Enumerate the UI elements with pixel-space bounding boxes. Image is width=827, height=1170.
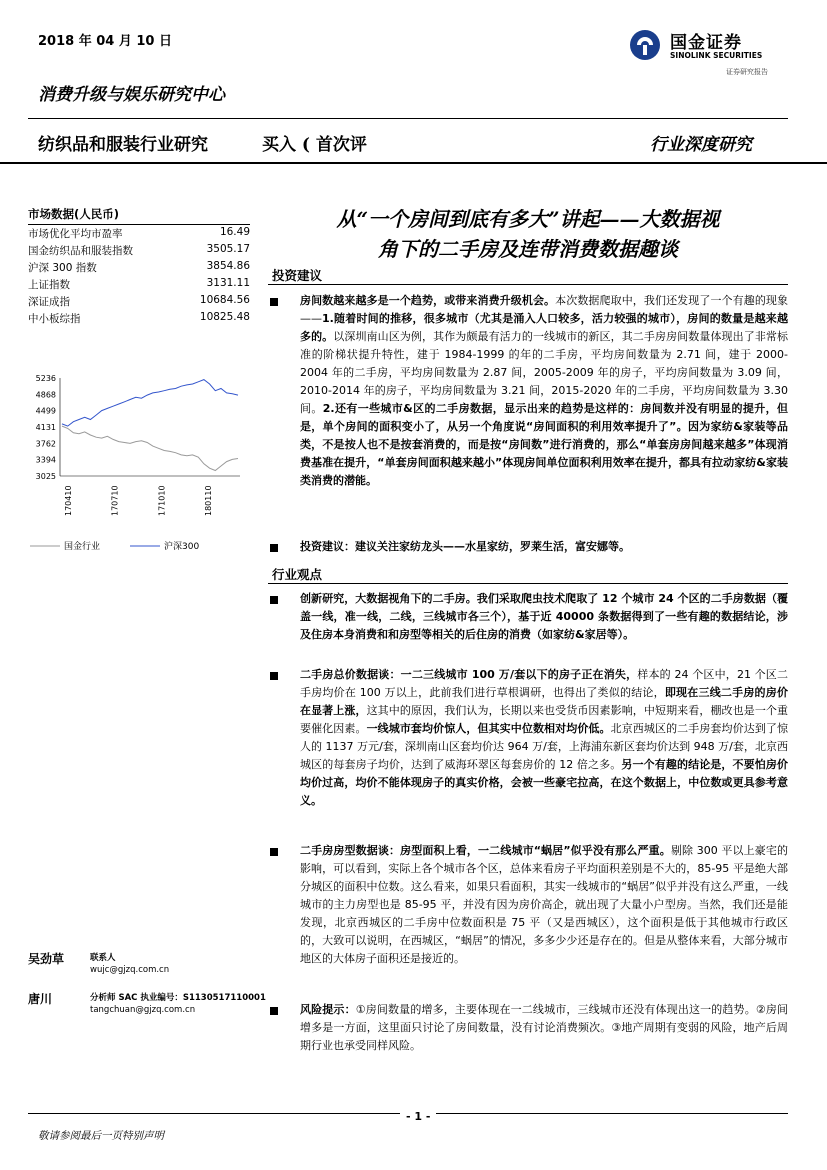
section-view-title: 行业观点	[272, 567, 323, 582]
market-row: 深证成指 10684.56	[28, 294, 250, 308]
paragraph-run: 剔除 300 平以上豪宅的影响，可以看到，实际上各个城市各个区，总体来看房子平均面积差别是不大的，85-95 平是绝大部分城区的面积中位数。这么看来，如果只看面积，其实一线城市的“蜗居”似乎并没有这么严重，一线城市的主力房型也是 85-95 平，并没有因为房价高企，就出现了大量小户型房。当然，我们还是能发现，北京西城区的二手房中位数面积是 75 平（又是西城区），这个面积是低于其他城市行政区的，大致可以说明，在西城区，“蜗居”的情况，多多少少还是存在的。但是从整体来看，大部分城市地区的大体房子面积还是接近的。	[300, 844, 788, 965]
section-divider	[268, 583, 788, 584]
disclaimer: 敬请参阅最后一页特别声明	[38, 1130, 164, 1142]
market-row: 国金纺织品和服装指数 3505.17	[28, 243, 250, 257]
chart-series-line	[62, 426, 238, 470]
section-divider	[268, 284, 788, 285]
report-title-line2: 角下的二手房及连带消费数据趣谈	[378, 237, 678, 261]
logo-name: 国金证券	[670, 33, 742, 53]
chart-y-tick-label: 5236	[35, 374, 56, 383]
analyst-name: 吴劲草	[28, 952, 65, 966]
analyst-contact: 联系人 wujc@gjzq.com.cn	[90, 953, 170, 975]
logo-english-name: SINOLINK SECURITIES	[670, 51, 763, 60]
market-row: 沪深 300 指数 3854.86	[28, 260, 250, 274]
paragraph-run: 房间数越来越多是一个趋势，或带来消费升级机会。	[300, 294, 556, 307]
paragraph-run: 以深圳南山区为例，其作为颇最有活力的一线城市的新区，其二手房房间数量体现出了非常标准的阶梯状提升特性，建于 1984-1999 的年的二手房，平均房间数量为 2.71 间，建于 2000-2004 年的二手房，平均房间数量为 2.87 间，2005-2009 年的房子，平均房间数量为 3.09 间，2010-2014 年的房子，平均房间数量为 3.21 间，2015-2020 年的二手房，平均房间数量为 3.30 间。	[300, 330, 788, 415]
paragraph-run: 一线城市套均价惊人，但其实中位数相对均价低。	[366, 722, 611, 735]
risk-paragraph	[300, 1001, 788, 1055]
view-paragraph-2	[300, 666, 788, 810]
paragraph-run: 2.还有一些城市&区的二手房数据，显示出来的趋势是这样的：房间数并没有明显的提升，但是，单个房间的面积变小了，从另一个角度说“房间面积的利用效率提升了”。因为家纺&家装等品类，不是按人也不是按套消费的，而是按“房间数”进行消费的，那么“单套房房间越来越多”体现消费基准在提升，“单套房间面积越来越小”体现房间单位面积利用效率在提升，都具有拉动家纺&家装类消费的潜能。	[300, 402, 788, 487]
rating: 买入 ( 首次评	[262, 135, 367, 155]
page-number: - 1 -	[400, 1110, 436, 1123]
bullet-icon	[270, 544, 278, 552]
paragraph-run: 二手房房型数据谈：房型面积上看，一二线城市“蜗居”似乎没有那么严重。	[300, 844, 671, 857]
index-line-chart	[20, 370, 255, 570]
chart-x-tick-label: 170710	[110, 485, 120, 516]
paragraph-run: 北京西城区的二手房套均价达到了惊人的 1137 万元/套，深圳南山区套均价达 964 万/套，上海浦东新区套均价达到 948 万/套，北京西城区的每套房子均价，达到了威海环翠区每套房价的 12 倍之多。	[300, 722, 789, 771]
market-row: 中小板综指 10825.48	[28, 311, 250, 325]
chart-x-tick-label: 180110	[204, 485, 213, 516]
report-title-line1: 从“一个房间到底有多大”讲起——大数据视	[336, 207, 720, 231]
report-date: 2018 年 04 月 10 日	[38, 34, 172, 49]
view-paragraph-1	[300, 590, 788, 644]
market-row: 上证指数 3131.11	[28, 277, 250, 291]
invest-paragraph-2	[300, 538, 788, 556]
paragraph-run: 风险提示：	[300, 1003, 356, 1016]
chart-y-tick-label: 3025	[35, 472, 56, 481]
analyst-contact: 分析师 SAC 执业编号：S1130517110001 tangchuan@gjzq.com.cn	[90, 993, 266, 1015]
analyst-name: 唐川	[28, 992, 53, 1006]
header-thick-divider	[0, 162, 827, 164]
research-center: 消费升级与娱乐研究中心	[38, 85, 225, 105]
report-title	[268, 204, 788, 264]
paragraph-run: 创新研究，大数据视角下的二手房。我们采取爬虫技术爬取了 12 个城市 24 个区的二手房数据（覆盖一线，准一线，二线，三线城市各三个），基于近 40000 条数据得到了一些有趣的数据结论，涉及住房本身消费和和房型等相关的后住房的消费（如家纺&家居等）。	[300, 592, 788, 641]
paragraph-run: 样本的 24 个区中，21 个区二手房均价在 100 万以上，此前我们进行草根调研，也得出了类似的结论，	[300, 668, 788, 699]
analyst-email[interactable]: wujc@gjzq.com.cn	[90, 965, 170, 975]
bullet-icon	[270, 848, 278, 856]
chart-y-tick-label: 4131	[35, 422, 56, 432]
chart-y-tick-label: 4499	[35, 406, 56, 416]
chart-x-tick-label: 170410	[64, 485, 73, 516]
chart-y-tick-label: 4868	[35, 390, 56, 400]
chart-x-tick-label: 171010	[157, 485, 167, 516]
industry-name: 纺织品和服装行业研究	[38, 135, 208, 155]
header-divider	[28, 118, 788, 119]
paragraph-run: 二手房总价数据谈：一二三线城市 100 万/套以下的房子正在消失，	[300, 668, 638, 681]
paragraph-run: ①房间数量的增多，主要体现在一二线城市，三线城市还没有体现出这一的趋势。②房间增多是一方面，这里面只讨论了房间数量，没有讨论消费频次。③地产周期有变弱的风险，地产后周期行业也承受同样风险。	[300, 1003, 788, 1052]
chart-legend-label: 国金行业	[64, 542, 101, 552]
chart-y-tick-label: 3762	[35, 439, 56, 449]
chart-y-tick-label: 3394	[35, 455, 56, 465]
chart-series-line	[62, 380, 238, 427]
view-paragraph-3	[300, 842, 788, 968]
bullet-icon	[270, 298, 278, 306]
report-category: 证券研究报告	[726, 68, 768, 76]
paragraph-run: 这其中的原因，我们认为，长期以来也受货币因素影响，中短期来看，棚改也是一个重要催化因素。	[300, 704, 789, 735]
paragraph-run: 另一个有趣的结论是，不要怕房价均价过高，均价不能体现房子的真实价格，会被一些豪宅拉高，在这个数据上，中位数或更具参考意义。	[300, 758, 789, 807]
company-logo	[628, 24, 788, 80]
paragraph-run: 1.随着时间的推移，很多城市（尤其是涌入人口较多，活力较强的城市），房间的数量是越来越多的。	[300, 312, 788, 343]
paragraph-run: 即现在三线二手房的房价在显著上涨，	[300, 686, 788, 717]
market-row: 市场优化平均市盈率 16.49	[28, 226, 250, 240]
bullet-icon	[270, 596, 278, 604]
section-invest-title: 投资建议	[272, 268, 323, 283]
analyst-email[interactable]: tangchuan@gjzq.com.cn	[90, 1005, 196, 1015]
invest-paragraph-1	[300, 292, 788, 490]
chart-legend-label: 沪深300	[164, 542, 200, 552]
report-type: 行业深度研究	[650, 135, 752, 155]
market-data-title: 市场数据(人民币)	[28, 206, 250, 225]
paragraph-run: 本次数据爬取中，我们还发现了一个有趣的现象——	[300, 294, 788, 325]
bullet-icon	[270, 1007, 278, 1015]
logo-mark-icon	[628, 28, 662, 62]
paragraph-run: 投资建议：建议关注家纺龙头——水星家纺，罗莱生活，富安娜等。	[300, 540, 630, 553]
bullet-icon	[270, 672, 278, 680]
